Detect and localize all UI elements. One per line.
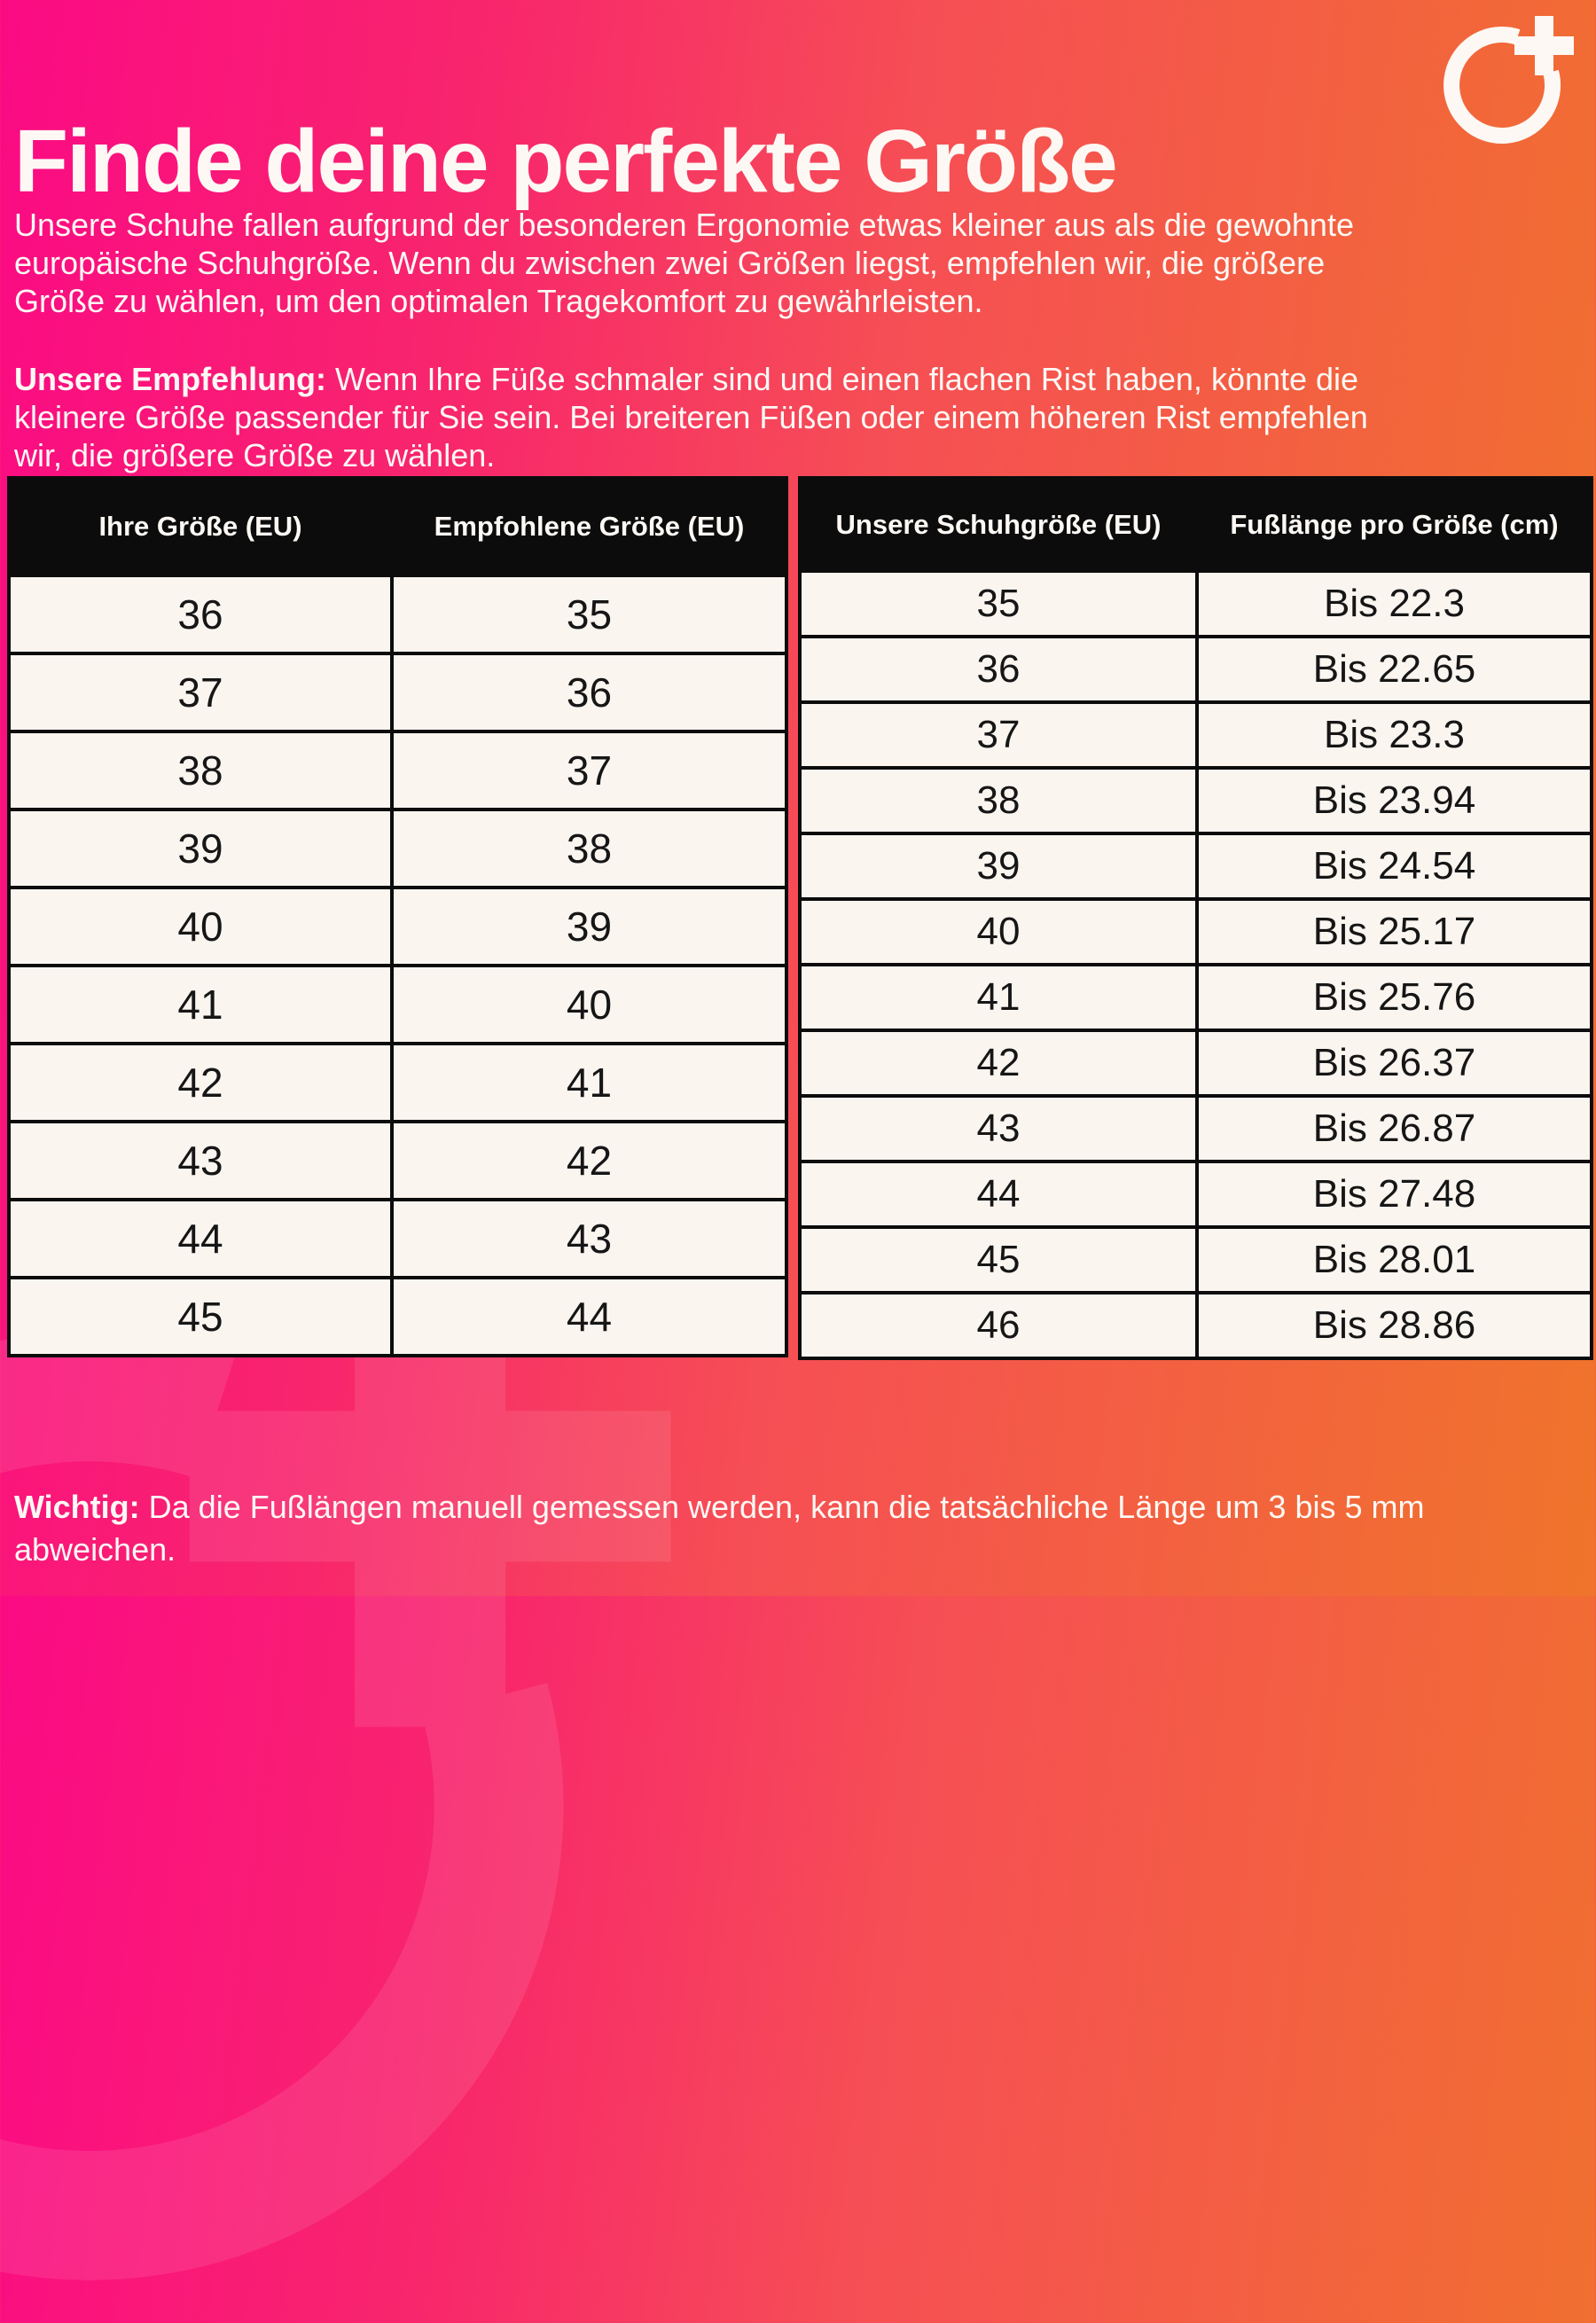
table-row xyxy=(9,1122,786,1200)
table-row xyxy=(9,653,786,731)
size-conversion-table-header xyxy=(9,478,786,575)
table-row xyxy=(800,965,1592,1030)
table-cell: 43 xyxy=(9,1122,392,1200)
recommendation-label: Unsere Empfehlung: xyxy=(14,361,327,397)
table-cell: 40 xyxy=(392,966,786,1044)
table-cell: 36 xyxy=(800,637,1197,702)
brand-logo xyxy=(1436,7,1587,149)
table-cell: 38 xyxy=(800,768,1197,833)
table-cell: 39 xyxy=(392,888,786,966)
table-cell: 39 xyxy=(800,833,1197,899)
table-cell: Bis 27.48 xyxy=(1197,1162,1592,1227)
table-cell: 44 xyxy=(9,1200,392,1278)
table-row xyxy=(9,1278,786,1356)
table-row xyxy=(800,1293,1592,1358)
recommendation-paragraph xyxy=(14,360,1415,474)
footer-note-label: Wichtig: xyxy=(14,1489,140,1525)
footer-note-text: Da die Fußlängen manuell gemessen werden, kann die tatsächliche Länge um 3 bis 5 mm abweichen. xyxy=(14,1489,1425,1568)
size-conversion-table-body xyxy=(9,575,786,1356)
table-cell: 42 xyxy=(800,1030,1197,1096)
size-conversion-table xyxy=(7,476,788,1357)
table-cell: 40 xyxy=(9,888,392,966)
table-row xyxy=(9,575,786,653)
table-row xyxy=(800,899,1592,965)
foot-length-table xyxy=(798,476,1593,1360)
table-cell: 46 xyxy=(800,1293,1197,1358)
table-row xyxy=(800,1162,1592,1227)
table-cell: 37 xyxy=(800,702,1197,768)
recommendation-text: Wenn Ihre Füße schmaler sind und einen flachen Rist haben, könnte die kleinere Größe passender für Sie sein. Bei breiteren Füßen oder einem höheren Rist empfehlen wir, die größere Größe zu wählen. xyxy=(14,361,1368,473)
table-row xyxy=(800,1096,1592,1162)
table-row xyxy=(9,888,786,966)
column-header-recommended-size: Empfohlene Größe (EU) xyxy=(392,478,786,575)
table-row xyxy=(800,833,1592,899)
circle-plus-icon xyxy=(1451,16,1574,136)
table-cell: Bis 26.87 xyxy=(1197,1096,1592,1162)
table-cell: 37 xyxy=(392,731,786,810)
table-row xyxy=(800,637,1592,702)
footer-note xyxy=(14,1486,1522,1571)
table-cell: 44 xyxy=(392,1278,786,1356)
table-row xyxy=(800,1227,1592,1293)
table-cell: 39 xyxy=(9,810,392,888)
table-cell: 41 xyxy=(800,965,1197,1030)
column-header-your-size: Ihre Größe (EU) xyxy=(9,478,392,575)
table-header-row xyxy=(800,478,1592,571)
table-row xyxy=(9,1044,786,1122)
table-cell: Bis 24.54 xyxy=(1197,833,1592,899)
intro-paragraph: Unsere Schuhe fallen aufgrund der besonderen Ergonomie etwas kleiner aus als die gewohnte europäische Schuhgröße. Wenn du zwischen zwei Größen liegst, empfehlen wir, die größere Größe zu wählen, um den optimalen Tragekomfort zu gewährleisten. xyxy=(14,207,1354,319)
table-cell: 36 xyxy=(392,653,786,731)
table-row xyxy=(9,731,786,810)
table-row xyxy=(800,571,1592,637)
table-cell: Bis 22.3 xyxy=(1197,571,1592,637)
table-row xyxy=(800,1030,1592,1096)
table-cell: Bis 23.94 xyxy=(1197,768,1592,833)
table-cell: 38 xyxy=(392,810,786,888)
table-row xyxy=(9,810,786,888)
table-cell: Bis 23.3 xyxy=(1197,702,1592,768)
table-cell: Bis 26.37 xyxy=(1197,1030,1592,1096)
table-cell: 43 xyxy=(392,1200,786,1278)
table-row xyxy=(9,966,786,1044)
column-header-our-shoe-size: Unsere Schuhgröße (EU) xyxy=(800,478,1197,571)
column-header-foot-length: Fußlänge pro Größe (cm) xyxy=(1197,478,1592,571)
table-cell: Bis 25.17 xyxy=(1197,899,1592,965)
table-cell: 41 xyxy=(392,1044,786,1122)
table-cell: 45 xyxy=(9,1278,392,1356)
table-cell: 42 xyxy=(9,1044,392,1122)
table-cell: 37 xyxy=(9,653,392,731)
table-cell: 40 xyxy=(800,899,1197,965)
table-cell: Bis 28.01 xyxy=(1197,1227,1592,1293)
page-title: Finde deine perfekte Größe xyxy=(14,112,1116,211)
table-cell: Bis 28.86 xyxy=(1197,1293,1592,1358)
table-cell: Bis 25.76 xyxy=(1197,965,1592,1030)
table-cell: 44 xyxy=(800,1162,1197,1227)
table-row xyxy=(9,1200,786,1278)
table-cell: 42 xyxy=(392,1122,786,1200)
table-cell: 45 xyxy=(800,1227,1197,1293)
table-cell: 36 xyxy=(9,575,392,653)
table-row xyxy=(800,768,1592,833)
foot-length-table-body xyxy=(800,571,1592,1358)
table-header-row xyxy=(9,478,786,575)
table-cell: 35 xyxy=(392,575,786,653)
table-cell: 38 xyxy=(9,731,392,810)
table-cell: 43 xyxy=(800,1096,1197,1162)
table-cell: 41 xyxy=(9,966,392,1044)
table-cell: 35 xyxy=(800,571,1197,637)
table-row xyxy=(800,702,1592,768)
foot-length-table-header xyxy=(800,478,1592,571)
table-cell: Bis 22.65 xyxy=(1197,637,1592,702)
